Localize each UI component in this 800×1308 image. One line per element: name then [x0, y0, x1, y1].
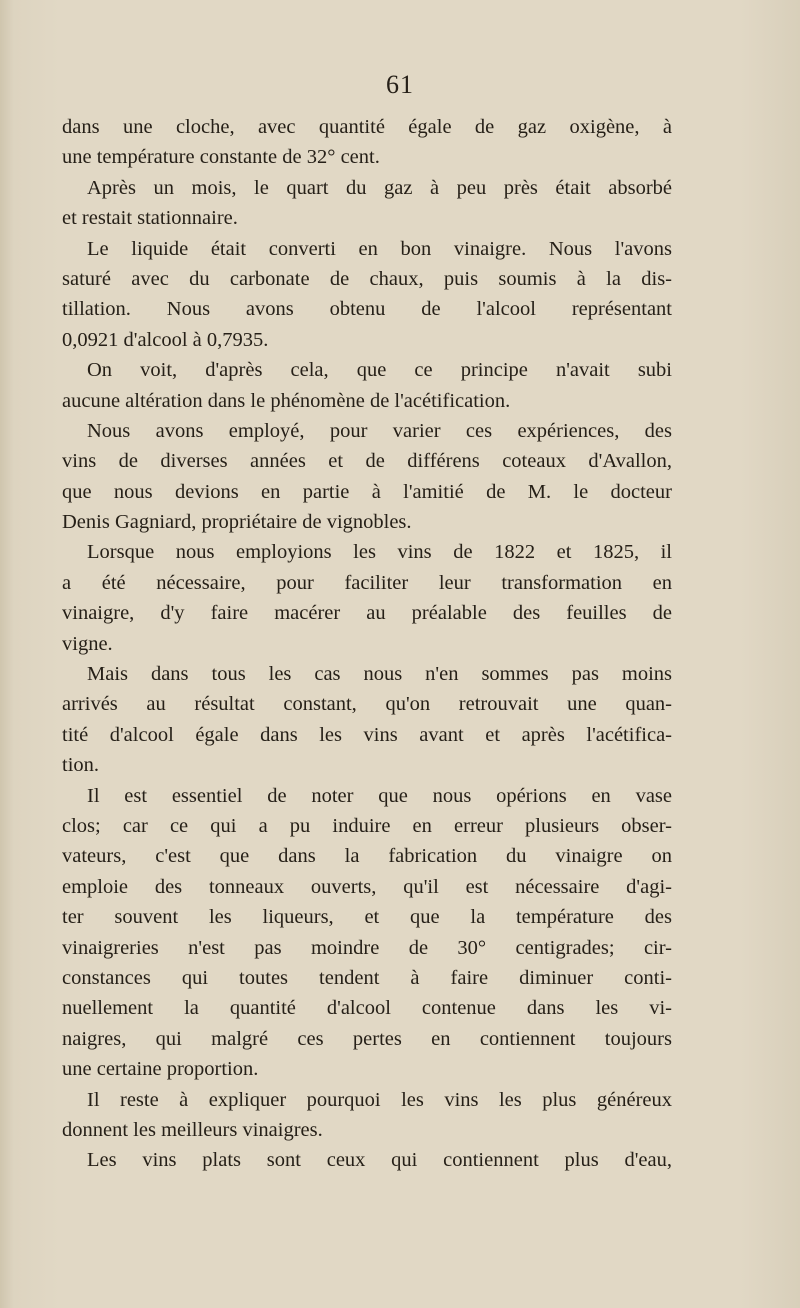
text-line: Les vins plats sont ceux qui contiennent plus d'eau, [87, 1149, 672, 1172]
text-line: Mais dans tous les cas nous n'en sommes pas moins [87, 663, 672, 686]
page-number: 61 [386, 70, 414, 99]
text-line: une température constante de 32° cent. [62, 146, 380, 169]
text-line: que nous devions en partie à l'amitié de M. le docteur [62, 480, 672, 503]
text-line: vigne. [62, 632, 113, 655]
text-line: ter souvent les liqueurs, et que la température des [62, 906, 672, 929]
text-line: tillation. Nous avons obtenu de l'alcool représentant [62, 298, 672, 321]
text-line: Le liquide était converti en bon vinaigre. Nous l'avons [87, 237, 672, 260]
text-line: une certaine proportion. [62, 1058, 259, 1081]
text-line: vinaigre, d'y faire macérer au préalable des feuilles de [62, 602, 672, 625]
text-line: On voit, d'après cela, que ce principe n'avait subi [87, 359, 672, 382]
text-line: Lorsque nous employions les vins de 1822 et 1825, il [87, 541, 672, 564]
text-line: aucune altération dans le phénomène de l'acétification. [62, 389, 511, 412]
text-line: arrivés au résultat constant, qu'on retrouvait une quan- [62, 693, 672, 716]
text-line: Il est essentiel de noter que nous opérions en vase [87, 784, 672, 807]
text-line: tité d'alcool égale dans les vins avant et après l'acétifica- [62, 723, 672, 746]
text-line: saturé avec du carbonate de chaux, puis soumis à la dis- [62, 267, 672, 290]
text-line: Denis Gagniard, propriétaire de vignobles. [62, 511, 412, 534]
body-text [62, 112, 672, 1176]
text-line: Il reste à expliquer pourquoi les vins les plus généreux [87, 1088, 672, 1111]
text-line: vins de diverses années et de différens coteaux d'Avallon, [62, 450, 672, 473]
text-line: vateurs, c'est que dans la fabrication du vinaigre on [62, 845, 672, 868]
text-line: Nous avons employé, pour varier ces expériences, des [87, 419, 672, 442]
text-line: tion. [62, 754, 100, 777]
text-line: et restait stationnaire. [62, 207, 238, 230]
text-line: donnent les meilleurs vinaigres. [62, 1118, 323, 1141]
text-line: constances qui toutes tendent à faire diminuer conti- [62, 966, 672, 989]
text-line: naigres, qui malgré ces pertes en contiennent toujours [62, 1027, 672, 1050]
text-line: a été nécessaire, pour faciliter leur transformation en [62, 571, 672, 594]
text-line: vinaigreries n'est pas moindre de 30° centigrades; cir- [62, 936, 672, 959]
text-line: nuellement la quantité d'alcool contenue dans les vi- [62, 997, 672, 1020]
text-line: emploie des tonneaux ouverts, qu'il est nécessaire d'agi- [62, 875, 672, 898]
text-line: 0,0921 d'alcool à 0,7935. [62, 328, 269, 351]
text-line: Après un mois, le quart du gaz à peu près était absorbé [87, 176, 672, 199]
text-line: clos; car ce qui a pu induire en erreur plusieurs obser- [62, 814, 672, 837]
text-line: dans une cloche, avec quantité égale de gaz oxigène, à [62, 116, 672, 138]
